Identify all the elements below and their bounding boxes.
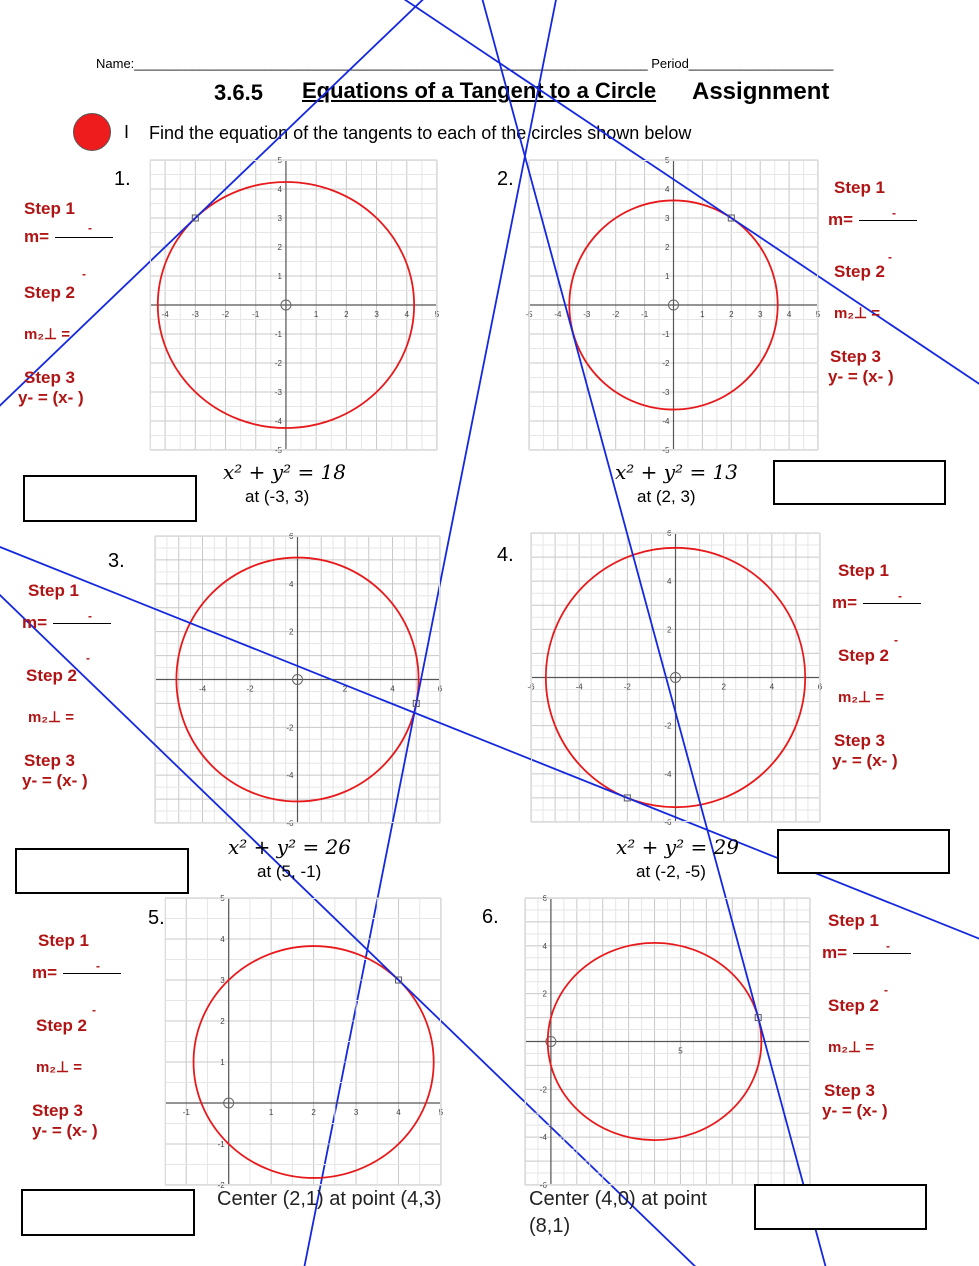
x-tick-label: 6 — [817, 682, 823, 692]
y-tick-label: 4 — [289, 579, 294, 589]
m2-perp-label: m₂⊥ = — [28, 709, 74, 726]
y-tick-label: 1 — [220, 1058, 225, 1067]
x-tick-label: 1 — [700, 310, 705, 319]
step1-label: Step 1 — [828, 911, 880, 930]
x-tick-label: 1 — [268, 1108, 274, 1117]
step1-label: Step 1 — [28, 581, 80, 600]
x-tick-label: -2 — [221, 310, 230, 319]
y-tick-label: 2 — [667, 625, 672, 635]
answer-box-2[interactable] — [773, 460, 946, 505]
x-tick-label: -1 — [182, 1108, 190, 1117]
dash-top: - — [88, 221, 92, 235]
equation-1: x² + y² = 18 — [223, 460, 347, 484]
m-label: m= — [24, 227, 50, 246]
m-blank[interactable] — [853, 953, 911, 954]
x-tick-label: -2 — [612, 310, 620, 319]
y-tick-label: -2 — [274, 359, 282, 368]
assignment-label: Assignment — [692, 78, 830, 105]
y-tick-label: -4 — [274, 417, 282, 426]
y-tick-label: -2 — [664, 721, 672, 731]
steps-block-3 — [22, 581, 111, 791]
section-number: 3.6.5 — [214, 80, 263, 105]
y-tick-label: -1 — [274, 330, 282, 339]
x-tick-label: -4 — [198, 684, 207, 694]
y-tick-label: 6 — [289, 532, 294, 541]
point-slope-template: y- = (x- ) — [828, 367, 894, 386]
m2-perp-label: m₂⊥ = — [828, 1039, 874, 1056]
m2-perp-label: m₂⊥ = — [834, 305, 880, 322]
y-tick-label: -2 — [662, 359, 670, 368]
y-tick-label: 3 — [665, 214, 670, 223]
m-label: m= — [828, 210, 854, 229]
dash-bottom: - — [86, 651, 90, 665]
steps-block-1 — [18, 199, 113, 408]
x-tick-label: -2 — [246, 684, 254, 694]
y-tick-label: 6 — [542, 894, 547, 903]
section-roman-numeral: I — [124, 122, 130, 142]
m-blank[interactable] — [859, 220, 917, 221]
step2-label: Step 2 — [24, 283, 76, 302]
point-slope-template: y- = (x- ) — [22, 771, 88, 790]
equation-4: x² + y² = 29 — [616, 835, 740, 859]
m-blank[interactable] — [63, 973, 121, 974]
step3-label: Step 3 — [24, 368, 76, 387]
dash-bottom: - — [888, 250, 892, 264]
x-tick-label: 2 — [344, 310, 349, 319]
step3-label: Step 3 — [32, 1101, 84, 1120]
point-slope-template: y- = (x- ) — [32, 1121, 98, 1140]
page-title: Equations of a Tangent to a Circle — [302, 78, 657, 103]
y-tick-label: -4 — [539, 1133, 547, 1143]
x-tick-label: -1 — [252, 310, 260, 319]
problem-number-2: 2. — [497, 168, 514, 190]
x-tick-label: 3 — [353, 1108, 359, 1117]
step2-label: Step 2 — [828, 996, 880, 1015]
answer-box-5[interactable] — [21, 1189, 195, 1236]
y-tick-label: -4 — [664, 769, 672, 779]
problem-number-4: 4. — [497, 544, 514, 566]
y-tick-label: 4 — [220, 935, 225, 944]
x-tick-label: 4 — [404, 310, 410, 319]
m2-perp-label: m₂⊥ = — [24, 326, 70, 343]
x-tick-label: -4 — [554, 310, 562, 319]
dash-top: - — [886, 939, 890, 953]
dash-bottom: - — [82, 267, 86, 281]
equation-3: x² + y² = 26 — [228, 835, 352, 859]
step3-label: Step 3 — [824, 1081, 876, 1100]
step2-label: Step 2 — [36, 1016, 88, 1035]
x-tick-label: -4 — [161, 310, 169, 319]
y-tick-label: -3 — [274, 388, 282, 397]
y-tick-label: 3 — [220, 976, 225, 985]
graph-3 — [155, 532, 443, 828]
y-tick-label: 2 — [289, 627, 294, 637]
x-tick-label: 3 — [757, 310, 763, 319]
dash-top: - — [892, 206, 896, 220]
m-label: m= — [832, 593, 858, 612]
x-tick-label: 6 — [437, 684, 443, 694]
x-tick-label: -6 — [527, 682, 535, 692]
y-tick-label: 2 — [277, 243, 282, 252]
y-tick-label: 4 — [542, 941, 547, 951]
y-tick-label: -6 — [286, 819, 294, 828]
point-slope-template: y- = (x- ) — [832, 751, 898, 770]
y-tick-label: -2 — [286, 723, 294, 733]
y-tick-label: 6 — [667, 529, 672, 538]
step2-label: Step 2 — [26, 666, 78, 685]
y-tick-label: 5 — [220, 894, 225, 903]
graph-svg — [525, 894, 810, 1190]
graph-svg — [155, 532, 443, 828]
step1-label: Step 1 — [838, 561, 890, 580]
graph-svg — [165, 894, 444, 1190]
x-tick-label: -3 — [191, 310, 199, 319]
m-field[interactable] — [822, 943, 911, 963]
dash-top: - — [88, 609, 92, 623]
y-tick-label: 4 — [667, 577, 672, 587]
y-tick-label: -3 — [662, 388, 670, 397]
point-3: at (5, -1) — [257, 862, 322, 881]
m-field[interactable] — [832, 593, 921, 613]
y-tick-label: -4 — [286, 771, 294, 781]
step2-label: Step 2 — [838, 646, 890, 665]
m-label: m= — [22, 613, 48, 632]
answer-box-4[interactable] — [777, 829, 950, 874]
graph-svg — [525, 156, 821, 455]
name-period-line[interactable]: Name:_______________________________________________________________________ Period____________________ — [96, 56, 834, 71]
step1-label: Step 1 — [24, 199, 76, 218]
steps-block-2 — [828, 178, 917, 387]
point-1: at (-3, 3) — [245, 487, 310, 506]
x-tick-label: 5 — [434, 310, 440, 319]
graph-2 — [525, 156, 821, 455]
point-slope-template: y- = (x- ) — [18, 388, 84, 407]
m-blank[interactable] — [53, 623, 111, 624]
m-field[interactable] — [22, 613, 111, 633]
x-tick-label: 5 — [678, 1046, 683, 1056]
m-field[interactable] — [24, 227, 113, 247]
graph-1 — [150, 156, 440, 455]
dash-top: - — [96, 959, 100, 973]
x-tick-label: 3 — [374, 310, 379, 319]
y-tick-label: 4 — [277, 185, 282, 194]
dash-bottom: - — [894, 633, 898, 647]
x-tick-label: -1 — [641, 310, 649, 319]
m-blank[interactable] — [863, 603, 921, 604]
x-tick-label: -4 — [575, 682, 583, 692]
point-4: at (-2, -5) — [636, 862, 706, 881]
y-tick-label: 2 — [665, 243, 670, 252]
problem-6-description-line1: Center (4,0) at point — [529, 1188, 707, 1210]
x-tick-label: 5 — [438, 1108, 444, 1117]
x-tick-label: 2 — [342, 684, 348, 694]
problem-number-1: 1. — [114, 168, 131, 190]
y-tick-label: -2 — [217, 1181, 225, 1190]
x-tick-label: 4 — [396, 1108, 401, 1117]
answer-box-6[interactable] — [754, 1184, 927, 1230]
graph-4 — [527, 529, 823, 827]
y-tick-label: -6 — [664, 818, 672, 827]
x-tick-label: 4 — [769, 682, 775, 692]
steps-block-5 — [32, 931, 121, 1141]
problem-6-description-line2: (8,1) — [529, 1215, 571, 1237]
point-slope-template: y- = (x- ) — [822, 1101, 888, 1120]
graph-svg — [527, 529, 823, 827]
y-tick-label: 5 — [277, 156, 282, 165]
m-label: m= — [822, 943, 848, 962]
dash-bottom: - — [92, 1003, 96, 1017]
graph-svg — [150, 156, 440, 455]
y-tick-label: -6 — [539, 1181, 547, 1190]
x-tick-label: 2 — [311, 1108, 316, 1117]
step1-label: Step 1 — [834, 178, 886, 197]
y-tick-label: 3 — [277, 214, 282, 223]
y-tick-label: -5 — [662, 446, 670, 455]
m-field[interactable] — [828, 210, 917, 230]
steps-block-6 — [822, 911, 911, 1121]
dash-top: - — [898, 589, 902, 603]
step1-label: Step 1 — [38, 931, 90, 950]
answer-box-3[interactable] — [15, 848, 189, 894]
problem-5-description: Center (2,1) at point (4,3) — [217, 1188, 442, 1210]
y-tick-label: -5 — [274, 446, 282, 455]
y-tick-label: -4 — [662, 417, 670, 426]
y-tick-label: 2 — [220, 1017, 225, 1026]
m-blank[interactable] — [55, 237, 113, 238]
y-tick-label: 1 — [277, 272, 282, 281]
step3-label: Step 3 — [830, 347, 882, 366]
graph-6 — [525, 894, 810, 1190]
problem-number-6: 6. — [482, 906, 499, 928]
m-label: m= — [32, 963, 58, 982]
equation-2: x² + y² = 13 — [615, 460, 739, 484]
x-tick-label: 2 — [729, 310, 734, 319]
x-tick-label: 4 — [786, 310, 792, 319]
y-tick-label: 4 — [665, 185, 670, 194]
graph-5 — [165, 894, 444, 1190]
x-tick-label: 2 — [721, 682, 726, 692]
red-circle-icon — [73, 113, 111, 151]
x-tick-label: -5 — [525, 310, 533, 319]
step3-label: Step 3 — [24, 751, 76, 770]
problem-number-3: 3. — [108, 550, 125, 572]
steps-block-4 — [832, 561, 921, 771]
x-tick-label: -2 — [623, 682, 631, 692]
m-field[interactable] — [32, 963, 121, 983]
y-tick-label: 1 — [665, 272, 670, 281]
y-tick-label: -2 — [539, 1085, 547, 1095]
x-tick-label: 5 — [815, 310, 821, 319]
problem-number-5: 5. — [148, 907, 165, 929]
m2-perp-label: m₂⊥ = — [36, 1059, 82, 1076]
x-tick-label: -3 — [583, 310, 591, 319]
m2-perp-label: m₂⊥ = — [838, 689, 884, 706]
instructions: Find the equation of the tangents to each of the circles shown below — [149, 123, 692, 143]
x-tick-label: 1 — [313, 310, 319, 319]
dash-bottom: - — [884, 983, 888, 997]
answer-box-1[interactable] — [23, 475, 197, 522]
y-tick-label: -1 — [662, 330, 670, 339]
step3-label: Step 3 — [834, 731, 886, 750]
point-2: at (2, 3) — [637, 487, 696, 506]
y-tick-label: -1 — [217, 1140, 225, 1149]
y-tick-label: 2 — [542, 989, 547, 999]
step2-label: Step 2 — [834, 262, 886, 281]
x-tick-label: 4 — [390, 684, 395, 694]
y-tick-label: 5 — [665, 156, 670, 165]
